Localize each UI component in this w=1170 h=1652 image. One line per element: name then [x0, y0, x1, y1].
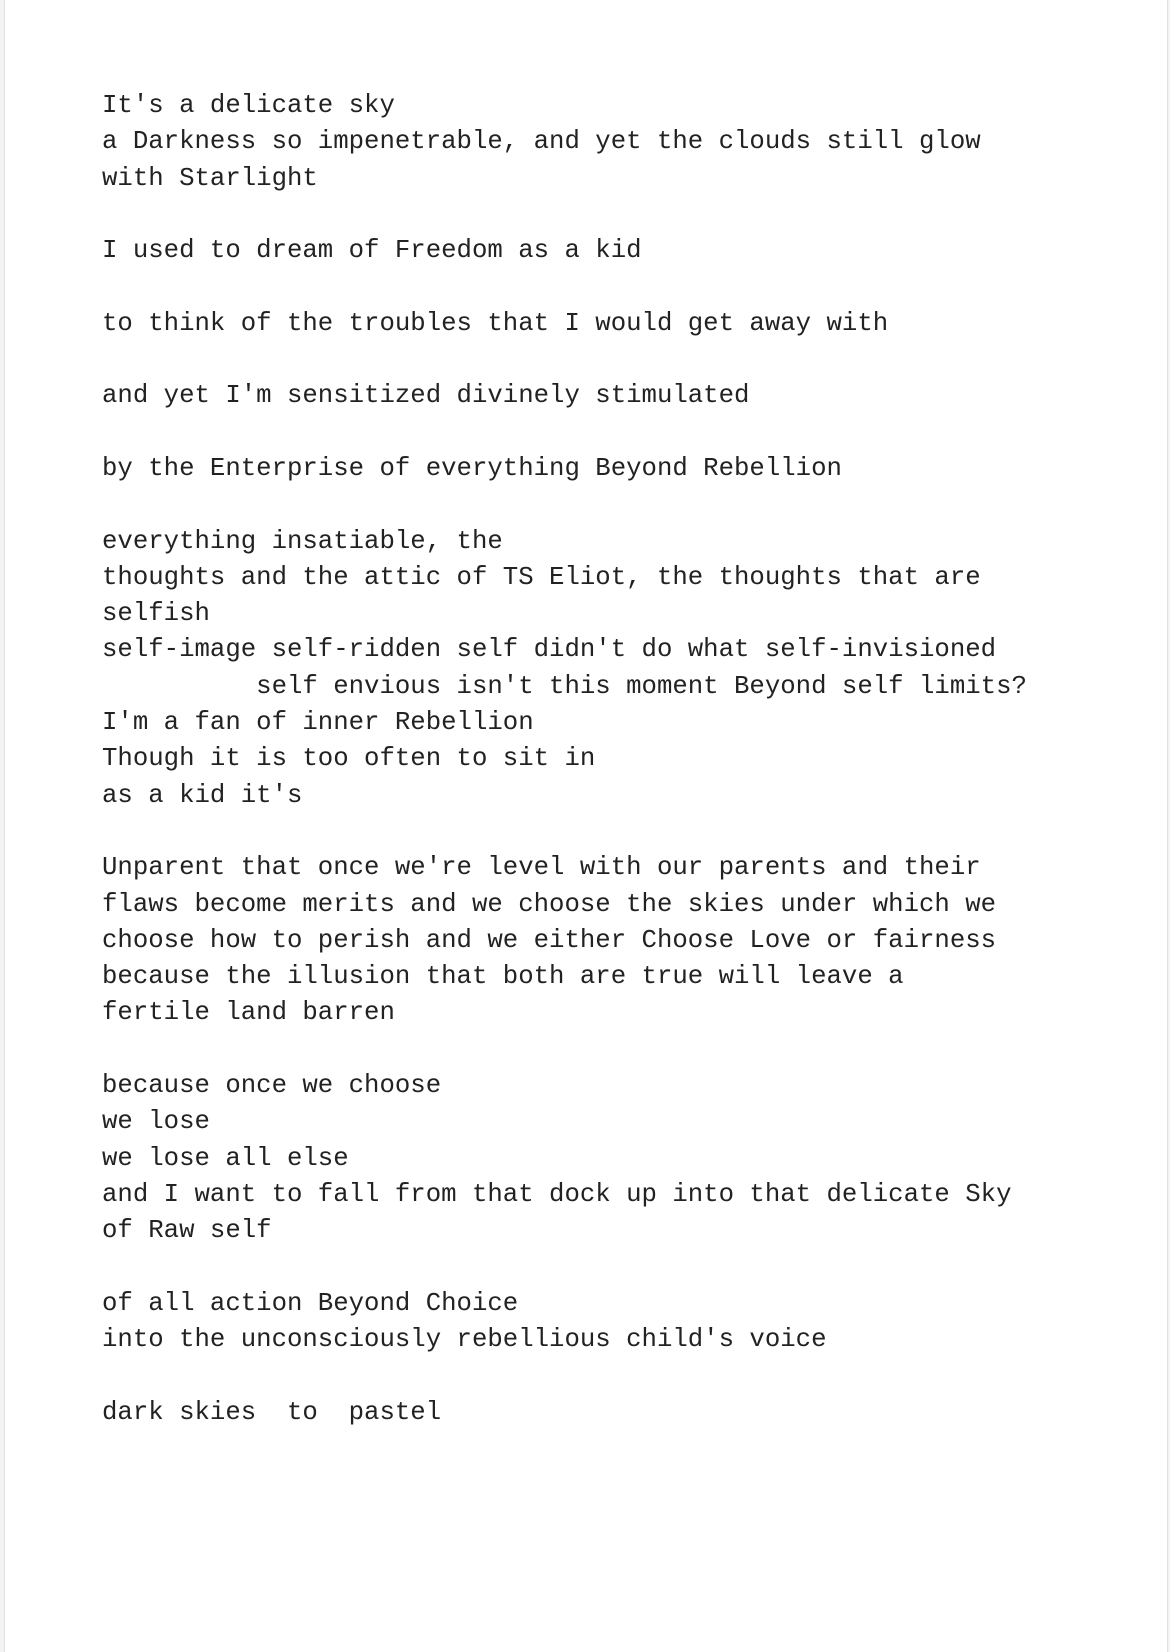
- poem-line: choose how to perish and we either Choose Love or fairness: [102, 925, 997, 955]
- blank-line: [102, 814, 1142, 850]
- blank-line: [102, 415, 1142, 451]
- blank-line: [102, 1250, 1142, 1286]
- poem-line: by the Enterprise of everything Beyond Rebellion: [102, 453, 842, 483]
- poem-line: thoughts and the attic of TS Eliot, the thoughts that are: [102, 562, 981, 592]
- document-page: [4, 0, 1168, 1652]
- poem-line: we lose: [102, 1107, 210, 1137]
- blank-line: [102, 1032, 1142, 1068]
- poem-line: of all action Beyond Choice: [102, 1288, 519, 1318]
- poem-line: I'm a fan of inner Rebellion: [102, 708, 534, 738]
- poem-line: to think of the troubles that I would get away with: [102, 308, 889, 338]
- poem-line: and I want to fall from that dock up into that delicate Sky: [102, 1179, 1012, 1209]
- blank-line: [102, 342, 1142, 378]
- poem-line: as a kid it's: [102, 780, 303, 810]
- poem-line: I used to dream of Freedom as a kid: [102, 236, 642, 266]
- poem-line: a Darkness so impenetrable, and yet the clouds still glow: [102, 127, 981, 157]
- poem-line: everything insatiable, the: [102, 526, 503, 556]
- poem-line: we lose all else: [102, 1143, 349, 1173]
- blank-line: [102, 269, 1142, 305]
- blank-line: [102, 197, 1142, 233]
- poem-line: self envious isn't this moment Beyond self limits?: [102, 671, 1027, 701]
- poem-line: and yet I'm sensitized divinely stimulated: [102, 381, 750, 411]
- poem-line: fertile land barren: [102, 998, 395, 1028]
- poem-line: dark skies to pastel: [102, 1397, 442, 1427]
- poem-line: of Raw self: [102, 1216, 272, 1246]
- poem-line: with Starlight: [102, 163, 318, 193]
- poem-text: [102, 88, 1142, 1431]
- poem-line: because once we choose: [102, 1071, 442, 1101]
- poem-line: It's a delicate sky: [102, 91, 395, 120]
- poem-line: because the illusion that both are true will leave a: [102, 962, 904, 992]
- poem-line: flaws become merits and we choose the skies under which we: [102, 889, 997, 919]
- poem-line: self-image self-ridden self didn't do what self-invisioned: [102, 635, 997, 665]
- poem-line: into the unconsciously rebellious child's voice: [102, 1325, 827, 1355]
- poem-line: selfish: [102, 599, 210, 629]
- blank-line: [102, 1358, 1142, 1394]
- blank-line: [102, 487, 1142, 523]
- poem-line: Unparent that once we're level with our parents and their: [102, 853, 981, 883]
- poem-line: Though it is too often to sit in: [102, 744, 596, 774]
